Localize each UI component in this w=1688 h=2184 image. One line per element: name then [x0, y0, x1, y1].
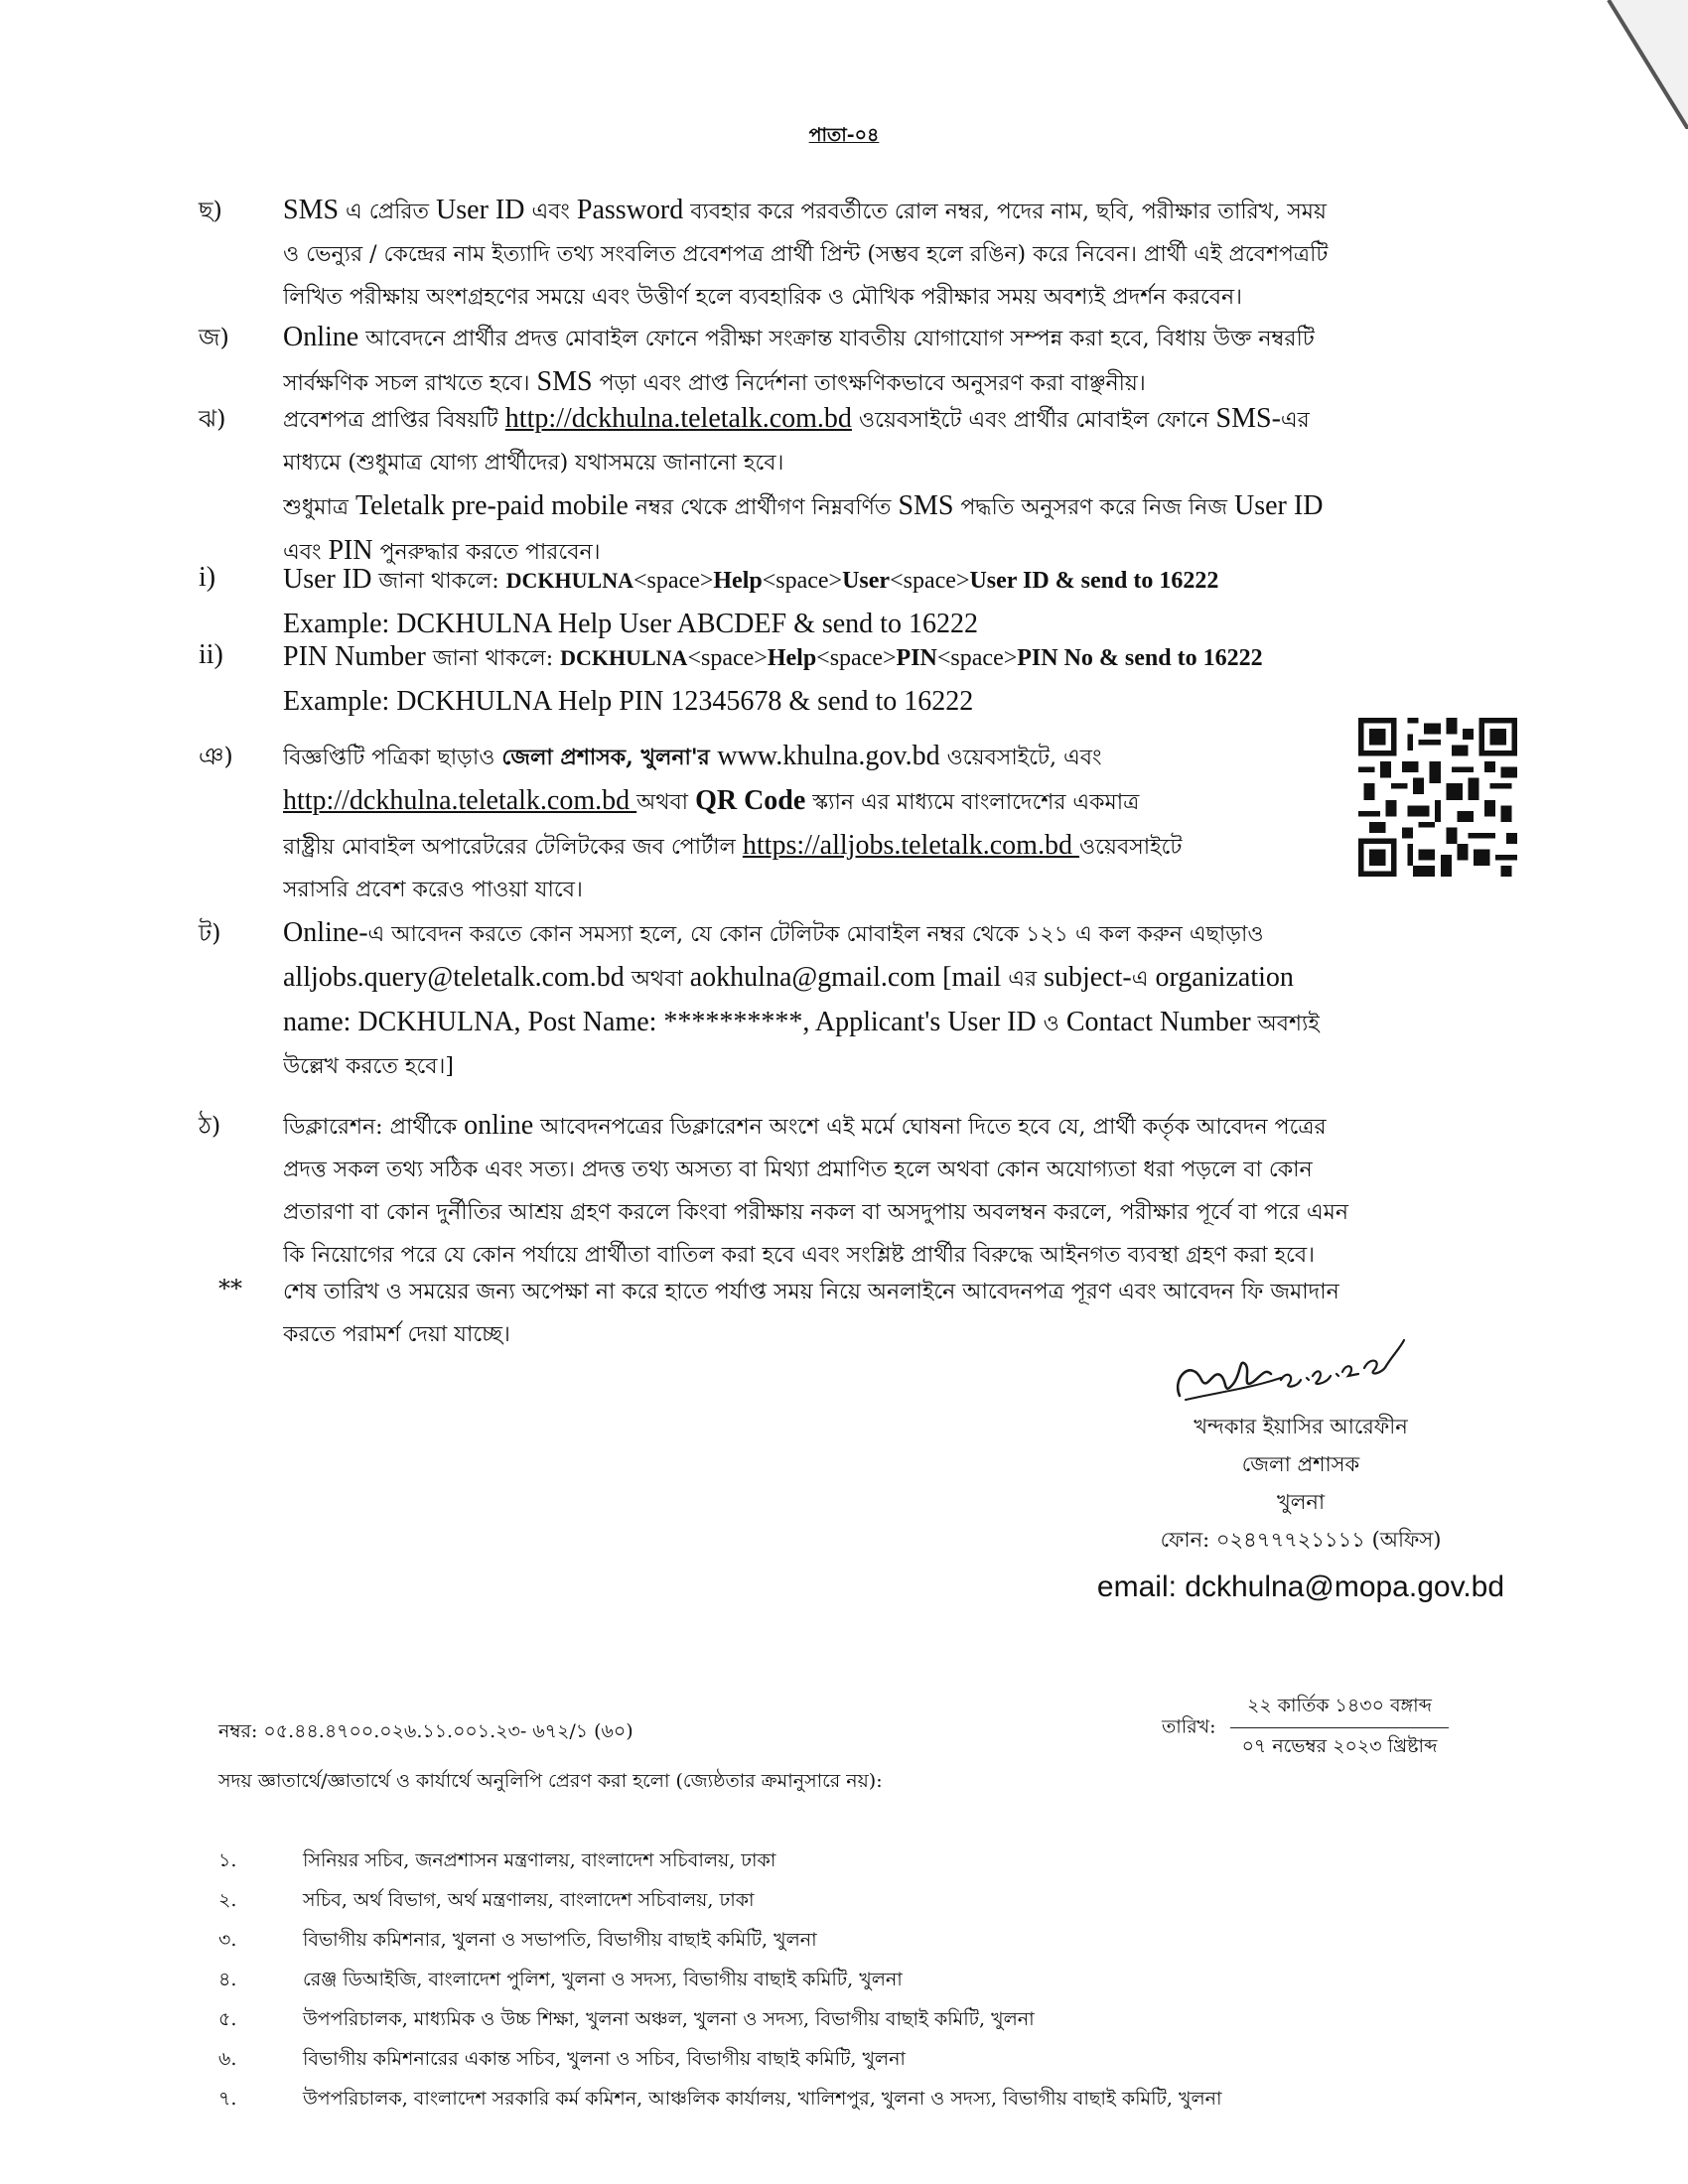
cc-list-item: ১. সিনিয়র সচিব, জনপ্রশাসন মন্ত্রণালয়, বাংলাদেশ সচিবালয়, ঢাকা [218, 1849, 776, 1871]
item-jha [199, 397, 1529, 574]
item-marker: জ) [199, 324, 229, 351]
office-email[interactable]: email: dckhulna@mopa.gov.bd [1096, 1570, 1505, 1603]
text-line: Online-এ আবেদন করতে কোন সমস্যা হলে, যে কোন টেলিটক মোবাইল নম্বর থেকে ১২১ এ কল করুন এছাড়াও [283, 917, 1264, 948]
text-line: প্রতারণা বা কোন দুর্নীতির আশ্রয় গ্রহণ করলে কিংবা পরীক্ষায় নকল বা অসদুপায় অবলম্বন করলে, পরীক্ষার পূর্বে বা পরে এমন [283, 1200, 1348, 1225]
item-ta [199, 911, 1529, 1088]
text-line: http://dckhulna.teletalk.com.bd অথবা QR Code স্ক্যান এর মাধ্যমে বাংলাদেশের একমাত্র [283, 785, 1140, 816]
item-body [283, 558, 1529, 645]
sms-command-line: User ID জানা থাকলে: DCKHULNA<space>Help<space>User<space>User ID & send to 16222 [283, 564, 1219, 595]
cc-list-item: ৩. বিভাগীয় কমিশনার, খুলনা ও সভাপতি, বিভাগীয় বাছাই কমিটি, খুলনা [218, 1929, 817, 1951]
text-line: সরাসরি প্রবেশ করেও পাওয়া যাবে। [283, 878, 583, 902]
text-line: রাষ্ট্রীয় মোবাইল অপারেটরের টেলিটকের জব পোর্টাল https://alljobs.teletalk.com.bd ওয়েবসাইটে [283, 830, 1183, 861]
alljobs-query-email[interactable]: alljobs.query@teletalk.com.bd [283, 962, 632, 993]
text-line: প্রবেশপত্র প্রাপ্তির বিষয়টি http://dckhulna.teletalk.com.bd ওয়েবসাইটে এবং প্রার্থীর মোবাইল ফোনে SMS-এর [283, 403, 1310, 434]
cc-list-item: ৪. রেঞ্জ ডিআইজি, বাংলাদেশ পুলিশ, খুলনা ও সদস্য, বিভাগীয় বাছাই কমিটি, খুলনা [218, 1969, 903, 1990]
sms-example-line: Example: DCKHULNA Help PIN 12345678 & send to 16222 [283, 686, 974, 717]
text-line: সার্বক্ষণিক সচল রাখতে হবে। SMS পড়া এবং প্রাপ্ত নির্দেশনা তাৎক্ষণিকভাবে অনুসরণ করা বাঞ্ছনীয়। [283, 366, 1146, 397]
item-marker: ঠ) [199, 1112, 221, 1140]
date-gregorian: ০৭ নভেম্বর ২০২৩ খ্রিষ্টাব্দ [1241, 1735, 1438, 1757]
item-body [283, 735, 1331, 911]
text-line: এবং PIN পুনরুদ্ধার করতে পারবেন। [283, 535, 601, 566]
text-line: উল্লেখ করতে হবে।] [283, 1054, 454, 1079]
note-marker: ** [218, 1275, 242, 1302]
dckhulna-link[interactable]: http://dckhulna.teletalk.com.bd [283, 785, 637, 816]
item-tha [199, 1104, 1529, 1277]
item-ja [199, 316, 1529, 405]
alljobs-link[interactable]: https://alljobs.teletalk.com.bd [742, 830, 1079, 861]
cc-list-item: ৭. উপপরিচালক, বাংলাদেশ সরকারি কর্ম কমিশন, আঞ্চলিক কার্যালয়, খালিশপুর, খুলনা ও সদস্য, বিভাগীয় বাছাই কমিটি, খুলনা [218, 2088, 1222, 2110]
memo-number: নম্বর: ০৫.৪৪.৪৭০০.০২৬.১১.০০১.২৩- ৬৭২/১ (৬০) [218, 1720, 633, 1742]
text-line: শেষ তারিখ ও সময়ের জন্য অপেক্ষা না করে হাতে পর্যাপ্ত সময় নিয়ে অনলাইনে আবেদনপত্র পূরণ এবং আবেদন ফি জমাদান [283, 1280, 1339, 1304]
dckhulna-link[interactable]: http://dckhulna.teletalk.com.bd [504, 403, 852, 434]
item-marker: ট) [199, 919, 221, 947]
text-line: কি নিয়োগের পরে যে কোন পর্যায়ে প্রার্থীতা বাতিল করা হবে এবং সংশ্লিষ্ট প্রার্থীর বিরুদ্ধে আইনগত ব্যবস্থা গ্রহণ করা হবে। [283, 1243, 1316, 1268]
text-line: name: DCKHULNA, Post Name: **********, Applicant's User ID ও Contact Number অবশ্যই [283, 1007, 1320, 1037]
page-corner-shadow [1569, 0, 1688, 129]
qr-code-icon[interactable] [1358, 718, 1517, 877]
item-body [283, 316, 1529, 405]
text-line: SMS এ প্রেরিত User ID এবং Password ব্যবহার করে পরবর্তীতে রোল নম্বর, পদের নাম, ছবি, পরীক্ষার তারিখ, সময় [283, 195, 1327, 225]
text-line: alljobs.query@teletalk.com.bd অথবা aokhulna@gmail.com [mail এর subject-এ organization [283, 962, 1294, 993]
cc-list-item: ৫. উপপরিচালক, মাধ্যমিক ও উচ্চ শিক্ষা, খুলনা অঞ্চল, খুলনা ও সদস্য, বিভাগীয় বাছাই কমিটি, খুলনা [218, 2008, 1035, 2030]
memo-date [1162, 1688, 1449, 1768]
item-chha [199, 189, 1529, 319]
cc-heading: সদয় জ্ঞাতার্থে/জ্ঞাতার্থে ও কার্যার্থে অনুলিপি প্রেরণ করা হলো (জ্যেষ্ঠতার ক্রমানুসারে নয়): [218, 1770, 883, 1792]
page-number: পাতা-০৪ [808, 124, 880, 146]
item-body [283, 635, 1529, 723]
item-marker: ঞ) [199, 743, 233, 770]
signature-block [1072, 1408, 1529, 1606]
text-line: মাধ্যমে (শুধুমাত্র যোগ্য প্রার্থীদের) যথাসময়ে জানানো হবে। [283, 451, 784, 476]
text-line: বিজ্ঞপ্তিটি পত্রিকা ছাড়াও জেলা প্রশাসক, খুলনা'র www.khulna.gov.bd ওয়েবসাইটে, এবং [283, 741, 1102, 771]
signatory-designation: জেলা প্রশাসক [1241, 1452, 1360, 1476]
aokhulna-email[interactable]: aokhulna@gmail.com [mail [689, 962, 1009, 993]
text-line: Online আবেদনে প্রার্থীর প্রদত্ত মোবাইল ফোনে পরীক্ষা সংক্রান্ত যাবতীয় যোগাযোগ সম্পন্ন করা হবে, বিধায় উক্ত নম্বরটি [283, 322, 1315, 352]
item-nio [199, 735, 1331, 911]
item-marker: i) [199, 562, 216, 593]
item-marker: ঝ) [199, 405, 226, 433]
cc-list-item: ৬. বিভাগীয় কমিশনারের একান্ত সচিব, খুলনা ও সচিব, বিভাগীয় বাছাই কমিটি, খুলনা [218, 2048, 906, 2070]
text-line: লিখিত পরীক্ষায় অংশগ্রহণের সময়ে এবং উত্তীর্ণ হলে ব্যবহারিক ও মৌখিক পরীক্ষার সময় অবশ্যই প্রদর্শন করবেন। [283, 285, 1242, 310]
office-phone: ফোন: ০২৪৭৭৭২১১১১ (অফিস) [1160, 1528, 1442, 1552]
item-marker: ছ) [199, 197, 222, 224]
text-line: ডিক্লারেশন: প্রার্থীকে online আবেদনপত্রের ডিক্লারেশন অংশে এই মর্মে ঘোষনা দিতে হবে যে, প্রার্থী কর্তৃক আবেদন পত্রের [283, 1110, 1327, 1141]
sms-example-line: Example: DCKHULNA Help User ABCDEF & send to 16222 [283, 609, 978, 639]
item-body [283, 189, 1529, 319]
item-body [283, 1104, 1529, 1277]
date-bangla: ২২ কার্তিক ১৪৩০ বঙ্গাব্দ [1230, 1688, 1450, 1728]
signatory-district: খুলনা [1276, 1490, 1326, 1514]
item-body [283, 397, 1529, 574]
date-label: তারিখ: [1162, 1715, 1216, 1738]
text-line: প্রদত্ত সকল তথ্য সঠিক এবং সত্য। প্রদত্ত তথ্য অসত্য বা মিথ্যা প্রমাণিত হলে অথবা কোন অযোগ্যতা ধরা পড়লে বা কোন [283, 1158, 1313, 1182]
khulna-gov-link[interactable]: www.khulna.gov.bd [717, 741, 940, 771]
text-line: করতে পরামর্শ দেয়া যাচ্ছে। [283, 1322, 510, 1347]
item-body [283, 911, 1529, 1088]
text-line: শুধুমাত্র Teletalk pre-paid mobile নম্বর থেকে প্রার্থীগণ নিম্নবর্ণিত SMS পদ্ধতি অনুসরণ করে নিজ নিজ User ID [283, 490, 1324, 521]
cc-list-item: ২. সচিব, অর্থ বিভাগ, অর্থ মন্ত্রণালয়, বাংলাদেশ সচিবালয়, ঢাকা [218, 1889, 755, 1911]
sms-item-pin [199, 635, 1529, 723]
sms-item-user-id [199, 558, 1529, 645]
signatory-name: খন্দকার ইয়াসির আরেফীন [1194, 1415, 1408, 1438]
item-marker: ii) [199, 639, 223, 670]
text-line: ও ভেন্যুর / কেন্দ্রের নাম ইত্যাদি তথ্য সংবলিত প্রবেশপত্র প্রার্থী প্রিন্ট (সম্ভব হলে রঙিন) করে নিবেন। প্রার্থী এই প্রবেশপত্রটি [283, 242, 1329, 267]
sms-command-line: PIN Number জানা থাকলে: DCKHULNA<space>Help<space>PIN<space>PIN No & send to 16222 [283, 641, 1263, 672]
